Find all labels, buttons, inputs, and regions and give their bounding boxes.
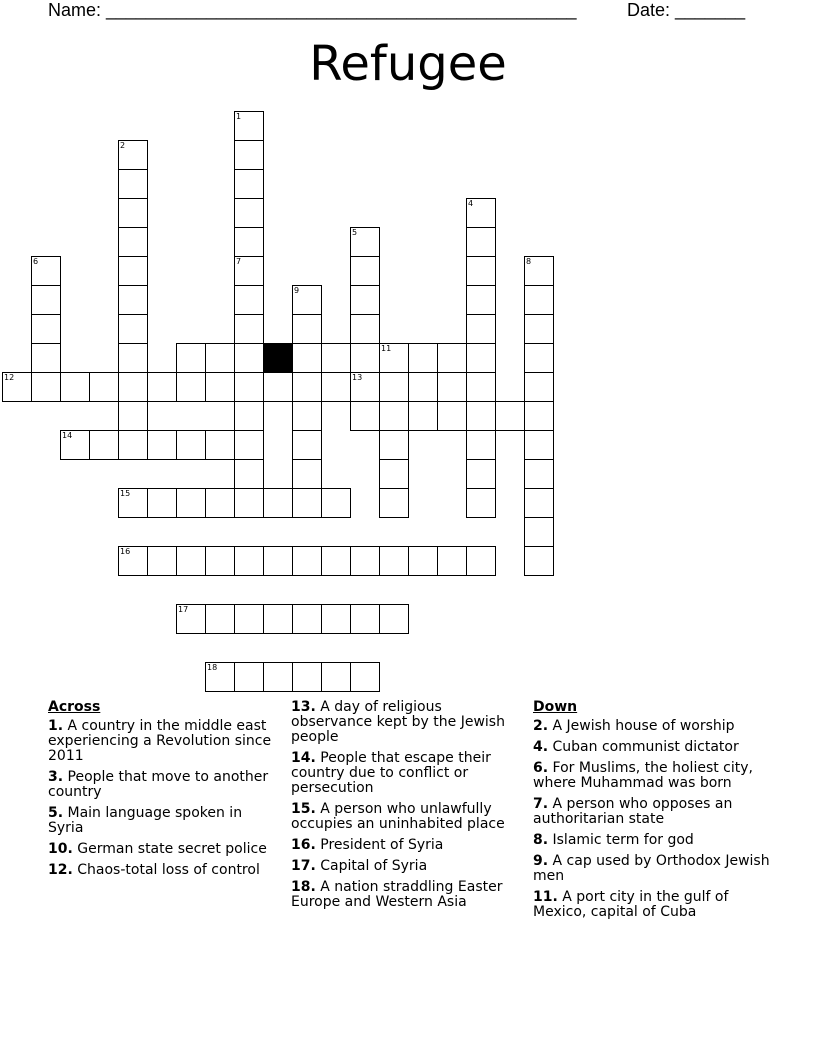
clue-item-number: 5. — [48, 805, 64, 821]
clue-item-number: 18. — [291, 879, 316, 895]
clues-column-2 — [291, 700, 521, 916]
grid-cell[interactable] — [234, 343, 264, 373]
grid-cell[interactable] — [466, 198, 496, 228]
clue-item-number: 17. — [291, 858, 316, 874]
grid-cell[interactable] — [379, 401, 409, 431]
clue-item — [291, 802, 521, 832]
grid-cell[interactable] — [234, 198, 264, 228]
clue-item-text: A country in the middle east experiencing a Revolution since 2011 — [48, 718, 272, 764]
clue-item-number: 14. — [291, 750, 316, 766]
grid-cell[interactable] — [234, 662, 264, 692]
clue-item-text: A nation straddling Easter Europe and Western Asia — [291, 879, 503, 910]
grid-cell[interactable] — [205, 430, 235, 460]
grid-cell[interactable] — [524, 256, 554, 286]
grid-cell[interactable] — [379, 430, 409, 460]
grid-cell[interactable] — [89, 372, 119, 402]
grid-cell[interactable] — [263, 662, 293, 692]
across-clue-list-continued — [291, 700, 521, 910]
grid-cell[interactable] — [321, 604, 351, 634]
clue-item — [291, 700, 521, 745]
clue-item — [533, 854, 773, 884]
clue-item — [48, 806, 276, 836]
grid-cell[interactable] — [89, 430, 119, 460]
clue-number: 7 — [236, 257, 242, 266]
grid-cell[interactable] — [292, 488, 322, 518]
grid-cell[interactable] — [205, 662, 235, 692]
clue-item — [48, 863, 276, 878]
clue-item — [48, 719, 276, 764]
grid-cell[interactable] — [31, 256, 61, 286]
grid-cell[interactable] — [292, 314, 322, 344]
grid-cell[interactable] — [31, 285, 61, 315]
black-cell — [263, 343, 293, 373]
grid-cell[interactable] — [205, 546, 235, 576]
grid-cell[interactable] — [466, 430, 496, 460]
grid-cell[interactable] — [234, 604, 264, 634]
grid-cell[interactable] — [118, 169, 148, 199]
grid-cell[interactable] — [408, 546, 438, 576]
grid-cell[interactable] — [292, 372, 322, 402]
grid-cell[interactable] — [234, 314, 264, 344]
clue-item — [291, 859, 521, 874]
clue-item-number: 4. — [533, 739, 549, 755]
clue-item — [533, 797, 773, 827]
grid-cell[interactable] — [234, 140, 264, 170]
grid-cell[interactable] — [234, 256, 264, 286]
grid-cell[interactable] — [118, 140, 148, 170]
grid-cell[interactable] — [292, 459, 322, 489]
clue-item-text: Cuban communist dictator — [548, 739, 739, 755]
grid-cell[interactable] — [379, 604, 409, 634]
across-heading: Across — [48, 699, 101, 715]
clues-column-1 — [48, 700, 276, 884]
clue-number: 6 — [33, 257, 39, 266]
grid-cell[interactable] — [379, 343, 409, 373]
clue-item-number: 16. — [291, 837, 316, 853]
grid-cell[interactable] — [118, 285, 148, 315]
grid-cell[interactable] — [234, 430, 264, 460]
clue-item — [291, 880, 521, 910]
grid-cell[interactable] — [350, 372, 380, 402]
clue-item — [48, 770, 276, 800]
grid-cell[interactable] — [147, 546, 177, 576]
clue-item-number: 12. — [48, 862, 73, 878]
grid-cell[interactable] — [524, 517, 554, 547]
grid-cell[interactable] — [205, 372, 235, 402]
grid-cell[interactable] — [524, 314, 554, 344]
grid-cell[interactable] — [350, 285, 380, 315]
grid-cell[interactable] — [176, 343, 206, 373]
grid-cell[interactable] — [263, 604, 293, 634]
grid-cell[interactable] — [321, 546, 351, 576]
grid-cell[interactable] — [292, 662, 322, 692]
grid-cell[interactable] — [350, 314, 380, 344]
grid-cell[interactable] — [437, 401, 467, 431]
clue-item-text: For Muslims, the holiest city, where Muhammad was born — [533, 760, 753, 791]
clue-number: 13 — [352, 373, 363, 382]
grid-cell[interactable] — [466, 488, 496, 518]
clue-number: 4 — [468, 199, 474, 208]
grid-cell[interactable] — [495, 401, 525, 431]
grid-cell[interactable] — [466, 343, 496, 373]
grid-cell[interactable] — [147, 488, 177, 518]
clue-item-text: A Jewish house of worship — [548, 718, 735, 734]
grid-cell[interactable] — [466, 227, 496, 257]
grid-cell[interactable] — [118, 256, 148, 286]
clue-item-number: 2. — [533, 718, 549, 734]
clue-number: 11 — [381, 344, 392, 353]
clue-item-text: A person who unlawfully occupies an uninhabited place — [291, 801, 505, 832]
grid-cell[interactable] — [379, 546, 409, 576]
grid-cell[interactable] — [118, 401, 148, 431]
clue-item-text: A day of religious observance kept by the Jewish people — [291, 699, 505, 745]
grid-cell[interactable] — [176, 372, 206, 402]
clue-number: 2 — [120, 141, 126, 150]
down-heading: Down — [533, 699, 578, 715]
grid-cell[interactable] — [176, 430, 206, 460]
clue-item-number: 15. — [291, 801, 316, 817]
grid-cell[interactable] — [350, 662, 380, 692]
grid-cell[interactable] — [234, 372, 264, 402]
grid-cell[interactable] — [292, 401, 322, 431]
grid-cell[interactable] — [379, 488, 409, 518]
clue-item — [291, 838, 521, 853]
grid-cell[interactable] — [350, 546, 380, 576]
grid-cell[interactable] — [118, 198, 148, 228]
grid-cell[interactable] — [205, 488, 235, 518]
grid-cell[interactable] — [524, 285, 554, 315]
clue-item — [533, 890, 773, 920]
clue-item-number: 1. — [48, 718, 64, 734]
clue-item-text: Main language spoken in Syria — [48, 805, 243, 836]
grid-cell[interactable] — [31, 314, 61, 344]
grid-cell[interactable] — [466, 314, 496, 344]
clue-item-text: People that move to another country — [48, 769, 269, 800]
grid-cell[interactable] — [234, 169, 264, 199]
grid-cell[interactable] — [292, 604, 322, 634]
clue-item — [291, 751, 521, 796]
clue-item-number: 11. — [533, 889, 558, 905]
clue-number: 12 — [4, 373, 15, 382]
grid-cell[interactable] — [292, 343, 322, 373]
grid-cell[interactable] — [118, 372, 148, 402]
grid-cell[interactable] — [118, 227, 148, 257]
clue-item-number: 8. — [533, 832, 549, 848]
clue-number: 5 — [352, 228, 358, 237]
grid-cell[interactable] — [350, 401, 380, 431]
clue-number: 9 — [294, 286, 300, 295]
clue-number: 16 — [120, 547, 131, 556]
grid-cell[interactable] — [350, 604, 380, 634]
grid-cell[interactable] — [234, 459, 264, 489]
clue-item — [533, 761, 773, 791]
grid-cell[interactable] — [176, 488, 206, 518]
grid-cell[interactable] — [147, 430, 177, 460]
grid-cell[interactable] — [234, 488, 264, 518]
grid-cell[interactable] — [263, 488, 293, 518]
grid-cell[interactable] — [524, 430, 554, 460]
grid-cell[interactable] — [466, 401, 496, 431]
grid-cell[interactable] — [437, 343, 467, 373]
grid-cell[interactable] — [524, 372, 554, 402]
clue-item — [533, 719, 773, 734]
grid-cell[interactable] — [31, 343, 61, 373]
grid-cell[interactable] — [205, 343, 235, 373]
grid-cell[interactable] — [408, 343, 438, 373]
grid-cell[interactable] — [118, 546, 148, 576]
clue-item-text: Islamic term for god — [548, 832, 694, 848]
grid-cell[interactable] — [350, 256, 380, 286]
grid-cell[interactable] — [321, 343, 351, 373]
grid-cell[interactable] — [234, 111, 264, 141]
grid-cell[interactable] — [234, 546, 264, 576]
grid-cell[interactable] — [379, 459, 409, 489]
clue-number: 1 — [236, 112, 242, 121]
grid-cell[interactable] — [31, 372, 61, 402]
clue-number: 8 — [526, 257, 532, 266]
grid-cell[interactable] — [263, 372, 293, 402]
clue-item-text: A person who opposes an authoritarian state — [533, 796, 733, 827]
page-title: Refugee — [309, 36, 507, 92]
grid-cell[interactable] — [408, 401, 438, 431]
down-clue-list — [533, 719, 773, 920]
grid-cell[interactable] — [524, 546, 554, 576]
grid-cell[interactable] — [321, 488, 351, 518]
grid-cell[interactable] — [2, 372, 32, 402]
grid-cell[interactable] — [118, 488, 148, 518]
clue-item-number: 3. — [48, 769, 64, 785]
grid-cell[interactable] — [379, 372, 409, 402]
clue-item-text: German state secret police — [72, 841, 267, 857]
grid-cell[interactable] — [292, 285, 322, 315]
grid-cell[interactable] — [176, 604, 206, 634]
grid-cell[interactable] — [234, 227, 264, 257]
grid-cell[interactable] — [118, 343, 148, 373]
grid-cell[interactable] — [118, 314, 148, 344]
clue-number: 14 — [62, 431, 73, 440]
across-clue-list — [48, 719, 276, 878]
clue-number: 18 — [207, 663, 218, 672]
grid-cell[interactable] — [147, 372, 177, 402]
grid-cell[interactable] — [466, 546, 496, 576]
grid-cell[interactable] — [350, 227, 380, 257]
grid-cell[interactable] — [408, 372, 438, 402]
grid-cell[interactable] — [466, 372, 496, 402]
clue-item-text: People that escape their country due to conflict or persecution — [291, 750, 491, 796]
grid-cell[interactable] — [321, 372, 351, 402]
grid-cell[interactable] — [292, 546, 322, 576]
grid-cell[interactable] — [118, 430, 148, 460]
grid-cell[interactable] — [292, 430, 322, 460]
clue-item-number: 13. — [291, 699, 316, 715]
grid-cell[interactable] — [321, 662, 351, 692]
grid-cell[interactable] — [176, 546, 206, 576]
grid-cell[interactable] — [437, 546, 467, 576]
clue-item-text: A cap used by Orthodox Jewish men — [533, 853, 770, 884]
grid-cell[interactable] — [466, 256, 496, 286]
clue-item-number: 10. — [48, 841, 73, 857]
grid-cell[interactable] — [234, 401, 264, 431]
clue-item-text: Chaos-total loss of control — [72, 862, 260, 878]
clue-number: 15 — [120, 489, 131, 498]
name-field-label: Name: _______________________________________________ — [48, 0, 577, 20]
grid-cell[interactable] — [524, 459, 554, 489]
clue-item-number: 9. — [533, 853, 549, 869]
grid-cell[interactable] — [234, 285, 264, 315]
grid-cell[interactable] — [205, 604, 235, 634]
grid-cell[interactable] — [60, 430, 90, 460]
clue-item-text: Capital of Syria — [315, 858, 428, 874]
clue-item — [533, 833, 773, 848]
date-field-label: Date: _______ — [627, 0, 746, 20]
clue-item-number: 6. — [533, 760, 549, 776]
clue-item-text: President of Syria — [315, 837, 444, 853]
grid-cell[interactable] — [524, 488, 554, 518]
grid-cell[interactable] — [263, 546, 293, 576]
clue-item-number: 7. — [533, 796, 549, 812]
clue-item — [48, 842, 276, 857]
grid-cell[interactable] — [350, 343, 380, 373]
clues-column-3 — [533, 700, 773, 926]
grid-cell[interactable] — [524, 343, 554, 373]
grid-cell[interactable] — [466, 285, 496, 315]
clue-item — [533, 740, 773, 755]
grid-cell[interactable] — [466, 459, 496, 489]
clue-number: 17 — [178, 605, 189, 614]
grid-cell[interactable] — [60, 372, 90, 402]
grid-cell[interactable] — [524, 401, 554, 431]
clue-item-text: A port city in the gulf of Mexico, capital of Cuba — [533, 889, 729, 920]
